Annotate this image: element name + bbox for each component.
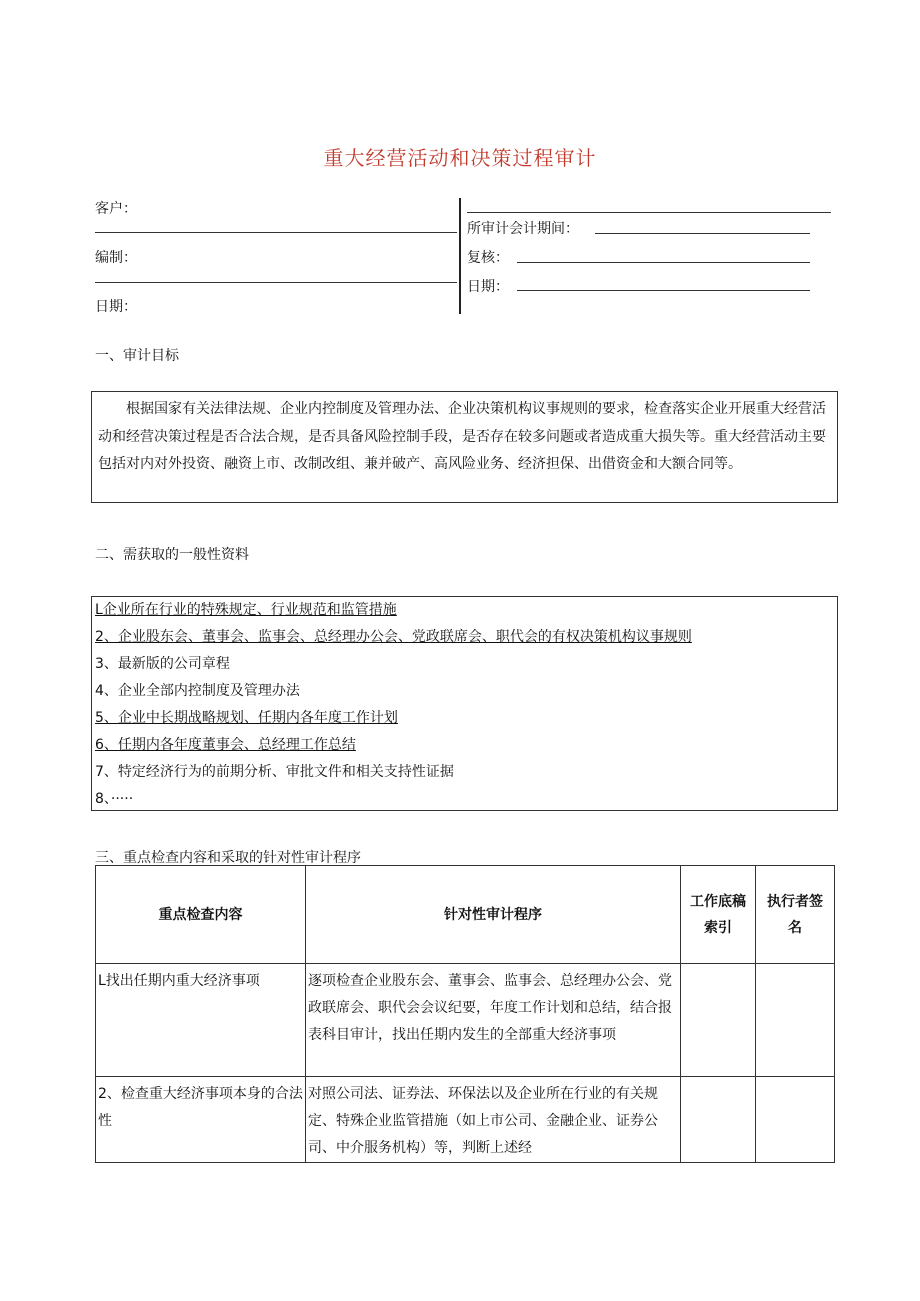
prepared-label: 编制： [95,250,137,266]
list-item: 6、任期内各年度董事会、总经理工作总结 [95,737,356,753]
list-item: 2、企业股东会、董事会、监事会、总经理办公会、党政联席会、职代会的有权决策机构议事规则 [95,629,692,645]
period-line [595,233,810,234]
date-label-right: 日期： [467,279,509,295]
list-item: L企业所在行业的特殊规定、行业规范和监管措施 [95,602,397,618]
list-item: 7、特定经济行为的前期分析、审批文件和相关支持性证据 [95,764,454,780]
review-line [517,262,810,263]
list-item: 4、企业全部内控制度及管理办法 [95,683,300,699]
date-line-right [517,290,810,291]
top-right-line [467,212,831,213]
row-index [681,1077,755,1081]
page-title: 重大经营活动和决策过程审计 [323,146,597,170]
col-header-signature: 执行者签名 [756,866,835,964]
header-divider [459,198,461,314]
row-index [681,964,755,968]
table-row [96,964,835,1077]
objective-paragraph: 根据国家有关法律法规、企业内控制度及管理办法、企业决策机构议事规则的要求，检查落实企业开展重大经营活动和经营决策过程是否合法合规，是否具备风险控制手段，是否存在较多问题或者造成重大损失等。重大经营活动主要包括对内对外投资、融资上市、改制改组、兼并破产、高风险业务、经济担保、出借资金和大额合同等。 [98,401,826,472]
row-signature [756,964,834,968]
row-content: L找出任期内重大经济事项 [98,973,260,989]
list-item: 8、····· [95,791,134,807]
row-content: 2、检查重大经济事项本身的合法性 [98,1086,303,1129]
section1-heading: 一、审计目标 [95,348,179,364]
objective-box [91,391,838,503]
col-header-procedure: 针对性审计程序 [306,866,681,964]
prepared-line [95,282,457,283]
table-row [96,1077,835,1163]
date-label-left: 日期： [95,299,137,315]
client-label: 客户： [95,201,137,217]
review-label: 复核： [467,250,509,266]
section3-heading: 三、重点检查内容和采取的针对性审计程序 [95,850,361,866]
col-header-content: 重点检查内容 [96,866,306,964]
col-header-index: 工作底稿索引 [681,866,756,964]
materials-box [91,596,838,811]
row-procedure: 逐项检查企业股东会、董事会、监事会、总经理办公会、党政联席会、职代会会议纪要，年度工作计划和总结，结合报表科目审计，找出任期内发生的全部重大经济事项 [308,973,672,1043]
row-signature [756,1077,834,1081]
procedure-table [95,865,835,1163]
section2-heading: 二、需获取的一般性资料 [95,547,249,563]
list-item: 3、最新版的公司章程 [95,656,230,672]
table-header-row [96,866,835,964]
client-line [95,232,457,233]
list-item: 5、企业中长期战略规划、任期内各年度工作计划 [95,710,398,726]
period-label: 所审计会计期间： [467,221,579,237]
row-procedure: 对照公司法、证券法、环保法以及企业所在行业的有关规定、特殊企业监管措施（如上市公司、金融企业、证券公司、中介服务机构）等，判断上述经 [308,1086,658,1156]
